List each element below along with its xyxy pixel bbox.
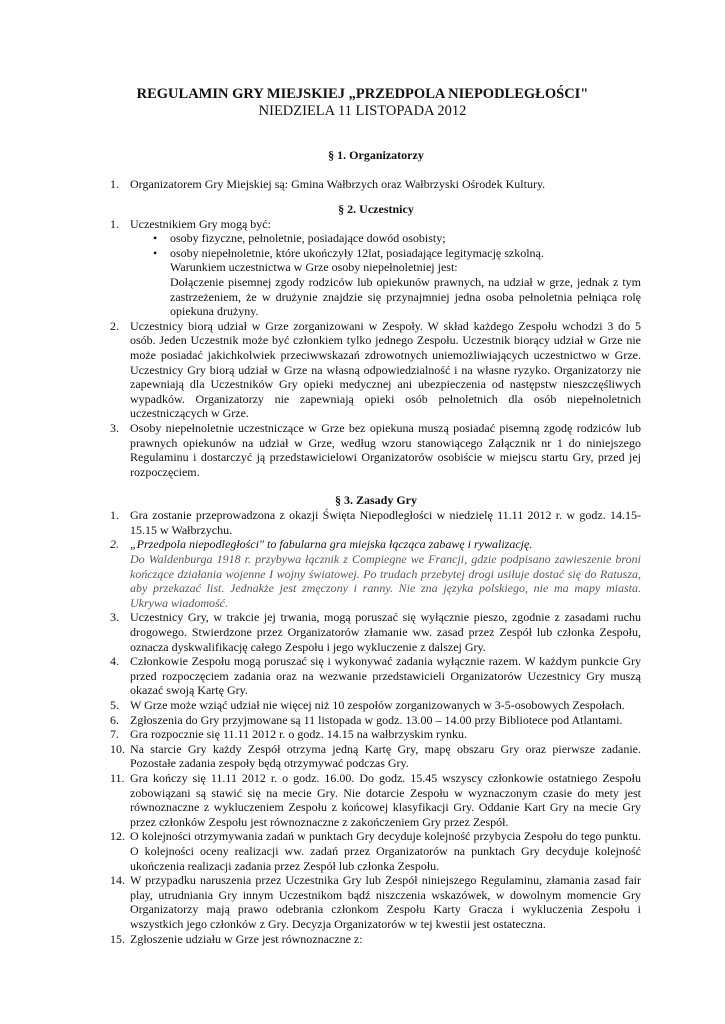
section-2-list: [111, 217, 641, 480]
bullet-icon: •: [153, 245, 158, 260]
item-number: 3.: [110, 420, 119, 435]
item-text: Osoby niepełnoletnie uczestniczące w Grze bez opiekuna muszą posiadać pisemną zgodę rodziców lub prawnych opiekunów na udział w Grze, według wzoru stanowiącego Załącznik nr 1 do niniejszego Regulaminu i dostarczyć ją przedstawicielowi Organizatorów osobiście w miejscu startu Gry, przed jej rozpoczęciem.: [130, 420, 641, 479]
document-body: [111, 148, 641, 946]
document-subtitle: NIEDZIELA 11 LISTOPADA 2012: [258, 103, 467, 119]
item-number: 1.: [110, 216, 119, 231]
list-item: 4. Członkowie Zespołu mogą poruszać się i wykonywać zadania wyłącznie razem. W każdym punkcie Gry przed rozpoczęciem zadania oraz na wezwanie przedstawicieli Organizatorów Uczestnicy Gry muszą okazać swoją Kartę Gry.: [110, 654, 641, 698]
document-title: REGULAMIN GRY MIEJSKIEJ „PRZEDPOLA NIEPODLEGŁOŚCI": [136, 86, 589, 102]
section-heading: § 2. Uczestnicy: [338, 201, 414, 216]
game-description: „Przedpola niepodległości" to fabularna gra miejska łącząca zabawę i rywalizację.: [130, 537, 533, 552]
list-item: [111, 217, 641, 319]
list-item: 12. O kolejności otrzymywania zadań w punktach Gry decyduje kolejność przybycia Zespołu do tego punktu. O kolejności oceny realizacji ww. zadań przez Organizatorów na punktach Gry decyduje kolejność ukończenia realizacji zadania przez Zespół lub członka Zespołu.: [110, 829, 641, 873]
item-number: 1.: [110, 508, 119, 523]
bullet-icon: •: [153, 231, 158, 246]
list-item: 14. W przypadku naruszenia przez Uczestnika Gry lub Zespół niniejszego Regulaminu, złamania zasad fair play, utrudniania Gry innym Uczestnikom bądź niszczenia wskazówek, w dowolnym momencie Gry Organizatorzy mają prawo odebrania członkom Zespołu Karty Gracza i wykluczenia Zespołu i wszystkich jego członków z Gry. Decyzja Organizatorów w tej kwestii jest ostateczna.: [110, 873, 641, 931]
bullet-list: [130, 231, 641, 260]
list-item: [111, 177, 641, 192]
list-item: 6. Zgłoszenia do Gry przyjmowane są 11 listopada w godz. 13.00 – 14.00 przy Bibliotece pod Atlantami.: [110, 712, 623, 727]
list-item: 11. Gra kończy się 11.11 2012 r. o godz. 16.00. Do godz. 15.45 wszyscy członkowie ostatniego Zespołu zobowiązani są stawić się na mecie Gry. Nie dotarcie Zespołu w wyznaczonym czasie do mety jest równoznaczne z wykluczeniem Zespołu z końcowej klasyfikacji Gry. Oddanie Kart Gry na mecie Gry przez członków Zespołu jest równoznaczne z zakończeniem Gry przez Zespół.: [110, 770, 641, 829]
item-text: Organizatorem Gry Miejskiej są: Gmina Wałbrzych oraz Wałbrzyski Ośrodek Kultury.: [130, 177, 546, 191]
bullet-item: • osoby fizyczne, pełnoletnie, posiadające dowód osobisty;: [153, 231, 446, 246]
bullet-item: • osoby niepełnoletnie, które ukończyły 12lat, posiadające legitymację szkolną.: [153, 245, 544, 260]
section-3-list: [111, 508, 641, 946]
list-item: 10. Na starcie Gry każdy Zespół otrzyma jedną Kartę Gry, mapę obszaru Gry oraz pierwsze zadanie. Pozostałe zadania zespoły będą otrzymywać podczas Gry.: [110, 741, 641, 771]
condition-label: Warunkiem uczestnictwa w Grze osoby niepełnoletniej jest:: [170, 260, 458, 275]
item-text: Uczestnicy biorą udział w Grze zorganizowani w Zespoły. W skład każdego Zespołu wchodzi 3 do 5 osób. Jeden Uczestnik może być członkiem tylko jednego Zespołu. Uczestnik biorący udział w Grze nie może posiadać jakichkolwiek przeciwwskazań zdrowotnych uniemożliwiających uczestnictwo w Grze. Uczestnicy Gry biorą udział w Grze na własną odpowiedzialność i na własne ryzyko. Organizatorzy nie zapewniają dla Uczestników Gry opieki medycznej ani ubezpieczenia od następstw nieszczęśliwych wypadków. Organizatorzy nie zapewniają opieki osób pełnoletnich dla osób niepełnoletnich uczestniczących w Grze.: [130, 318, 641, 421]
item-number: 2.: [110, 318, 119, 333]
list-item: [111, 508, 641, 537]
list-item: 7. Gra rozpocznie się 11.11 2012 r. o godz. 14.15 na wałbrzyskim rynku.: [110, 727, 468, 742]
section-1-list: [111, 177, 641, 192]
list-item: [111, 421, 641, 479]
section-heading: § 1. Organizatorzy: [328, 148, 424, 162]
section-heading: § 3. Zasady Gry: [334, 493, 417, 508]
game-story: Do Waldenburga 1918 r. przybywa łącznik z Compiegne we Francji, gdzie podpisano zawieszenie broni kończące działania wojenne I wojny światowej. Po trudach przebytej drogi usiłuje dostać się do Ratusza, aby przekazać list. Jednakże jest zmęczony i ranny. Nie zna języka polskiego, nie ma mapy miasta. Ukrywa wiadomość.: [130, 552, 641, 610]
list-item: 3. Uczestnicy Gry, w trakcie jej trwania, mogą poruszać się wyłącznie pieszo, zgodnie z zasadami ruchu drogowego. Stwierdzone przez Organizatorów złamanie ww. zasad przez Zespół lub członka Zespołu, oznacza dyskwalifikację całego Zespołu i jego wykluczenie z dalszej Gry.: [110, 610, 641, 654]
list-item: [111, 537, 641, 610]
list-item: [111, 319, 641, 421]
item-number: 1.: [110, 177, 119, 191]
item-text: Gra zostanie przeprowadzona z okazji Święta Niepodległości w niedzielę 11.11 2012 r. w godz. 14.15-15.15 w Wałbrzychu.: [130, 508, 641, 537]
list-item: 15. Zgłoszenie udziału w Grze jest równoznaczne z:: [110, 931, 363, 946]
condition-text: Dołączenie pisemnej zgody rodziców lub opiekunów prawnych, na udział w grze, jednak z tym zastrzeżeniem, że w drużynie znajdzie się przynajmniej jedna osoba pełnoletnia pełniąca rolę opiekuna drużyny.: [170, 274, 641, 319]
list-item: 5. W Grze może wziąć udział nie więcej niż 10 zespołów zorganizowanych w 3-5-osobowych Zespołach.: [110, 698, 625, 712]
item-number: 2.: [110, 537, 119, 552]
item-text: Uczestnikiem Gry mogą być:: [130, 216, 271, 231]
